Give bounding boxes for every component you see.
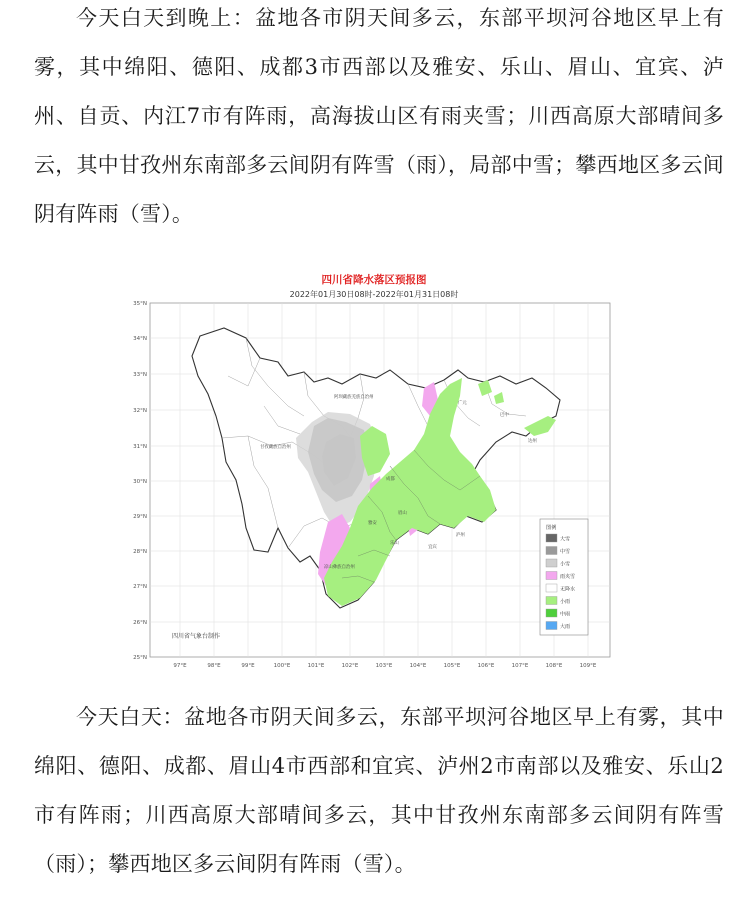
map-legend bbox=[540, 519, 588, 635]
y-tick-label: 29°N bbox=[133, 514, 147, 520]
y-tick-label: 30°N bbox=[133, 479, 147, 485]
map-title: 四川省降水落区预报图 bbox=[321, 274, 427, 286]
legend-swatch bbox=[546, 584, 557, 592]
legend-label: 中雪 bbox=[560, 549, 571, 555]
x-tick-label: 103°E bbox=[375, 663, 393, 669]
x-tick-label: 107°E bbox=[511, 663, 529, 669]
y-tick-label: 26°N bbox=[133, 620, 147, 626]
precipitation-forecast-map bbox=[128, 266, 620, 672]
y-tick-label: 34°N bbox=[133, 336, 147, 342]
forecast-text: 盆地各市阴天间多云，东部平坝河谷地区早上有雾，其中绵阳、德阳、成都、眉山4市西部和宜宾、泸州2市南部以及雅安、乐山2市有阵雨；川西高原大部晴间多云，其中甘孜州东南部多云间阴有阵雪（雨）；攀西地区多云间阴有阵雨（雪）。 bbox=[34, 705, 725, 876]
x-tick-label: 106°E bbox=[477, 663, 495, 669]
legend-swatch bbox=[546, 534, 557, 542]
x-tick-label: 104°E bbox=[409, 663, 427, 669]
region-label: 巴中 bbox=[500, 413, 509, 418]
region-label: 成都 bbox=[386, 477, 395, 482]
y-tick-label: 27°N bbox=[133, 584, 147, 590]
region-label: 乐山 bbox=[390, 541, 399, 546]
forecast-text: 盆地各市阴天间多云，东部平坝河谷地区早上有雾，其中绵阳、德阳、成都3市西部以及雅安、乐山、眉山、宜宾、泸州、自贡、内江7市有阵雨，高海拔山区有雨夹雪；川西高原大部晴间多云，其中甘孜州东南部多云间阴有阵雪（雨），局部中雪；攀西地区多云间阴有阵雨（雪）。 bbox=[34, 6, 724, 226]
x-tick-label: 105°E bbox=[443, 663, 461, 669]
region-label: 泸州 bbox=[456, 533, 465, 538]
region-label: 雅安 bbox=[368, 521, 377, 526]
legend-label: 大雨 bbox=[560, 624, 571, 630]
forecast-paragraph-tonight bbox=[34, 0, 724, 239]
legend-label: 无降水 bbox=[560, 586, 576, 593]
legend-label: 中雨 bbox=[560, 611, 571, 618]
map-credit: 四川省气象台制作 bbox=[172, 633, 221, 640]
legend-swatch bbox=[546, 559, 557, 567]
legend-title: 图例 bbox=[546, 525, 557, 531]
y-tick-label: 33°N bbox=[133, 372, 147, 378]
x-tick-label: 99°E bbox=[241, 663, 255, 669]
region-label: 广元 bbox=[458, 401, 467, 406]
x-tick-label: 109°E bbox=[579, 663, 597, 669]
legend-label: 小雪 bbox=[560, 561, 571, 568]
x-tick-label: 108°E bbox=[545, 663, 563, 669]
legend-label: 大雪 bbox=[560, 536, 571, 543]
region-label: 达州 bbox=[528, 439, 537, 444]
forecast-period-label: 今天白天到晚上： bbox=[76, 6, 256, 30]
y-tick-label: 28°N bbox=[133, 549, 147, 555]
region-label: 阿坝藏族羌族自治州 bbox=[334, 395, 374, 400]
y-tick-label: 32°N bbox=[133, 408, 147, 414]
x-tick-label: 98°E bbox=[207, 663, 221, 669]
y-tick-label: 35°N bbox=[133, 301, 147, 307]
y-tick-label: 25°N bbox=[133, 655, 147, 661]
x-tick-label: 97°E bbox=[173, 663, 187, 669]
forecast-paragraph-today bbox=[34, 693, 724, 889]
legend-swatch bbox=[546, 609, 557, 617]
legend-label: 小雨 bbox=[560, 599, 571, 605]
forecast-period-label: 今天白天： bbox=[76, 705, 185, 729]
legend-label: 雨夹雪 bbox=[560, 574, 576, 580]
map-subtitle: 2022年01月30日08时-2022年01月31日08时 bbox=[289, 290, 459, 299]
region-label: 甘孜藏族自治州 bbox=[260, 445, 291, 450]
legend-swatch bbox=[546, 572, 557, 580]
y-tick-label: 31°N bbox=[133, 444, 147, 450]
region-label: 宜宾 bbox=[428, 545, 437, 550]
legend-swatch bbox=[546, 597, 557, 605]
x-tick-label: 100°E bbox=[273, 663, 291, 669]
x-tick-label: 101°E bbox=[307, 663, 325, 669]
legend-swatch bbox=[546, 622, 557, 630]
x-tick-label: 102°E bbox=[341, 663, 359, 669]
region-label: 凉山彝族自治州 bbox=[324, 565, 355, 570]
legend-swatch bbox=[546, 547, 557, 555]
region-label: 眉山 bbox=[398, 511, 407, 516]
